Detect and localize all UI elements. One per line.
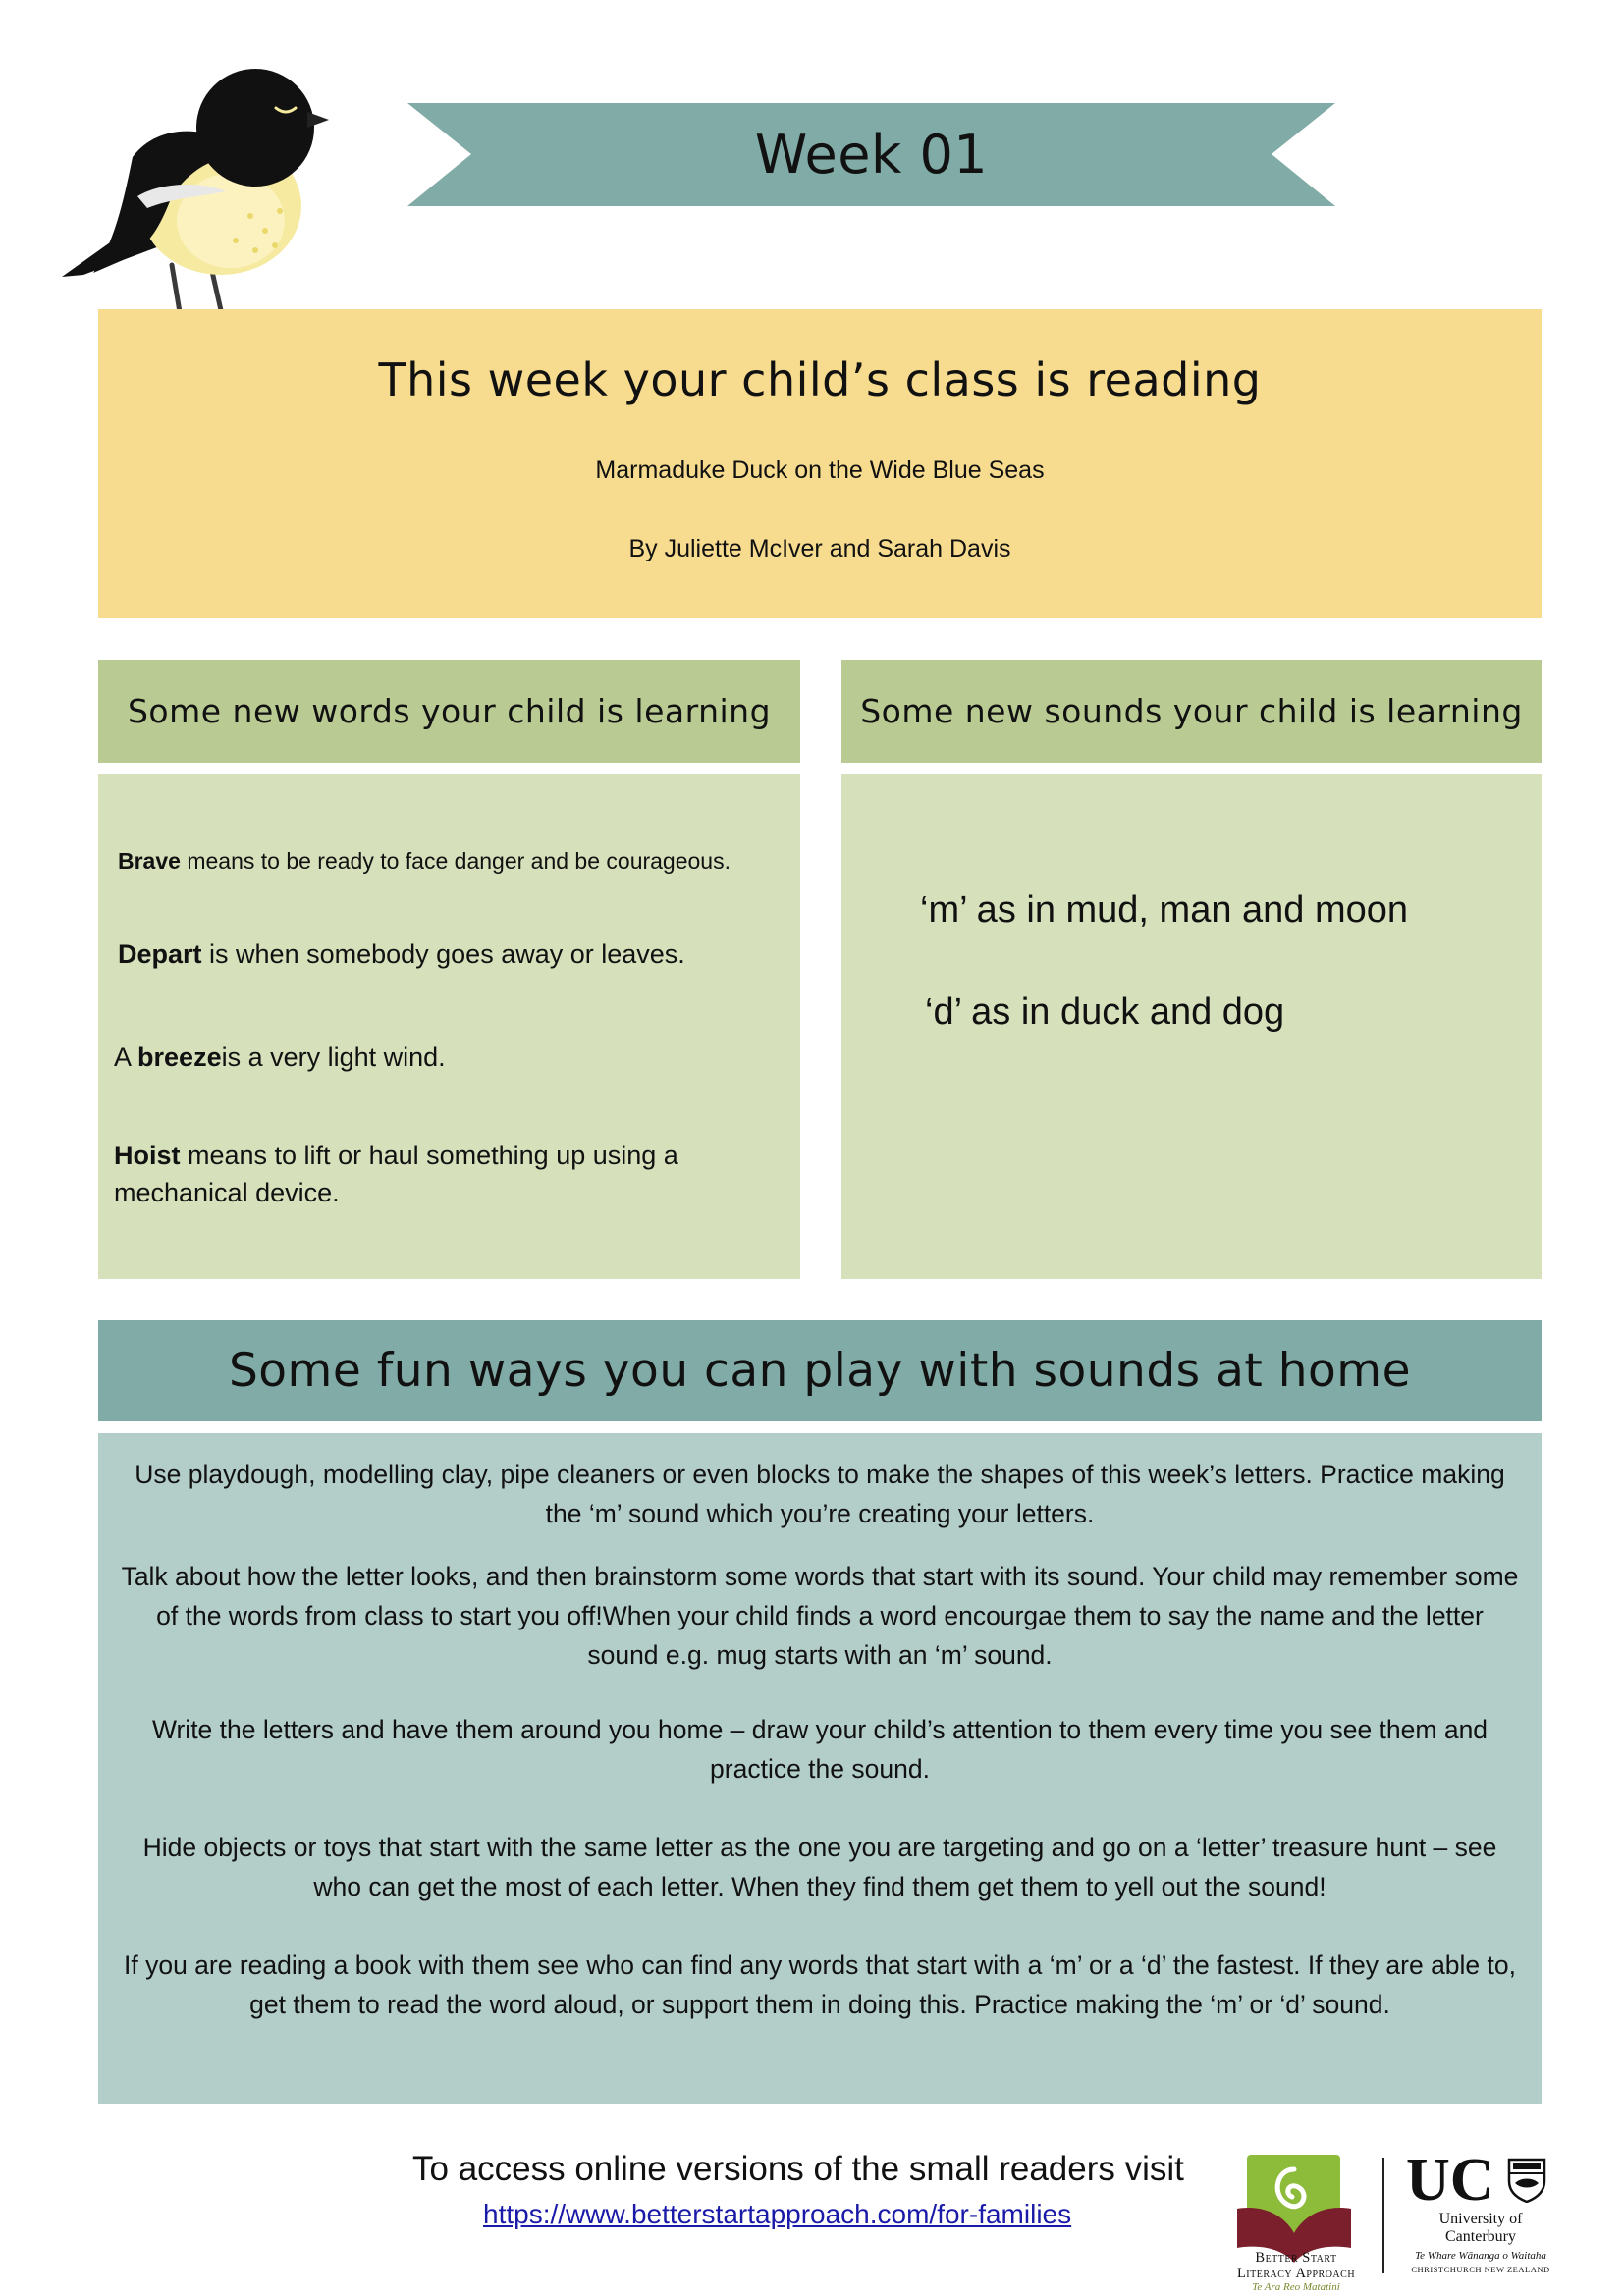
tip-paragraph: If you are reading a book with them see who can find any words that start with a ‘m’ or a ‘d’ the fastest. If they are able to, get them to read the word aloud, or support them in doing this. Practice making the ‘m’ or ‘d’ sound.	[124, 1950, 1516, 2019]
week-title: Week 01	[754, 124, 989, 186]
footer-text: To access online versions of the small readers visit	[412, 2150, 1184, 2188]
reading-box	[98, 309, 1542, 618]
sound-item: ‘m’ as in mud, man and moon	[920, 889, 1409, 931]
vocab-word: Depart	[118, 939, 202, 969]
uc-name: University of Canterbury	[1438, 2211, 1523, 2245]
word-definition: Brave means to be ready to face danger and be courageous.	[118, 848, 731, 874]
fun-ways-panel	[98, 1433, 1542, 2104]
sounds-panel	[841, 774, 1542, 1279]
word-definition: Depart is when somebody goes away or leaves.	[118, 939, 685, 969]
vocab-word: breeze	[137, 1042, 222, 1072]
uc-city: CHRISTCHURCH NEW ZEALAND	[1411, 2265, 1550, 2274]
words-panel-heading: Some new words your child is learning	[98, 660, 800, 763]
reading-heading: This week your child’s class is reading	[378, 353, 1262, 406]
uc-crest-icon	[1507, 2158, 1546, 2203]
uc-maori-name: Te Whare Wānanga o Waitaha	[1415, 2250, 1546, 2262]
book-title: Marmaduke Duck on the Wide Blue Seas	[595, 456, 1045, 484]
bsla-subtitle: Te Ara Reo Matatini	[1252, 2281, 1340, 2293]
word-definition: Hoist means to lift or haul something up using a mechanical device.	[114, 1141, 678, 1207]
fun-ways-heading: Some fun ways you can play with sounds at home	[98, 1320, 1542, 1421]
sound-item: ‘d’ as in duck and dog	[925, 991, 1285, 1033]
vocab-word: Hoist	[114, 1141, 181, 1170]
words-panel	[98, 774, 800, 1279]
vocab-word: Brave	[118, 848, 181, 874]
tip-paragraph: Hide objects or toys that start with the same letter as the one you are targeting and go on a ‘letter’ treasure hunt – see who can get the most of each letter. When they find them get them to yell out the sound!	[142, 1833, 1497, 1901]
sounds-panel-heading: Some new sounds your child is learning	[841, 660, 1542, 763]
bsla-name: Better Start Literacy Approach	[1236, 2250, 1356, 2281]
uc-logo-mark: UC	[1406, 2147, 1494, 2214]
logo-divider	[1382, 2158, 1384, 2273]
word-definition: A breezeis a very light wind.	[114, 1042, 446, 1072]
tip-paragraph: Talk about how the letter looks, and then brainstorm some words that start with its sound. Your child may remember some of the words from class to start you off!When your child finds a word encourgae them to say the name and the letter sound e.g. mug starts with an ‘m’ sound.	[121, 1562, 1519, 1670]
tomtit-bird-icon	[54, 49, 349, 344]
families-link[interactable]: https://www.betterstartapproach.com/for-families	[483, 2199, 1072, 2229]
tip-paragraph: Use playdough, modelling clay, pipe cleaners or even blocks to make the shapes of this week’s letters. Practice making the ‘m’ sound which you’re creating your letters.	[135, 1460, 1505, 1528]
book-authors: By Juliette McIver and Sarah Davis	[628, 535, 1011, 562]
tip-paragraph: Write the letters and have them around you home – draw your child’s attention to them every time you see them and practice the sound.	[151, 1715, 1489, 1784]
